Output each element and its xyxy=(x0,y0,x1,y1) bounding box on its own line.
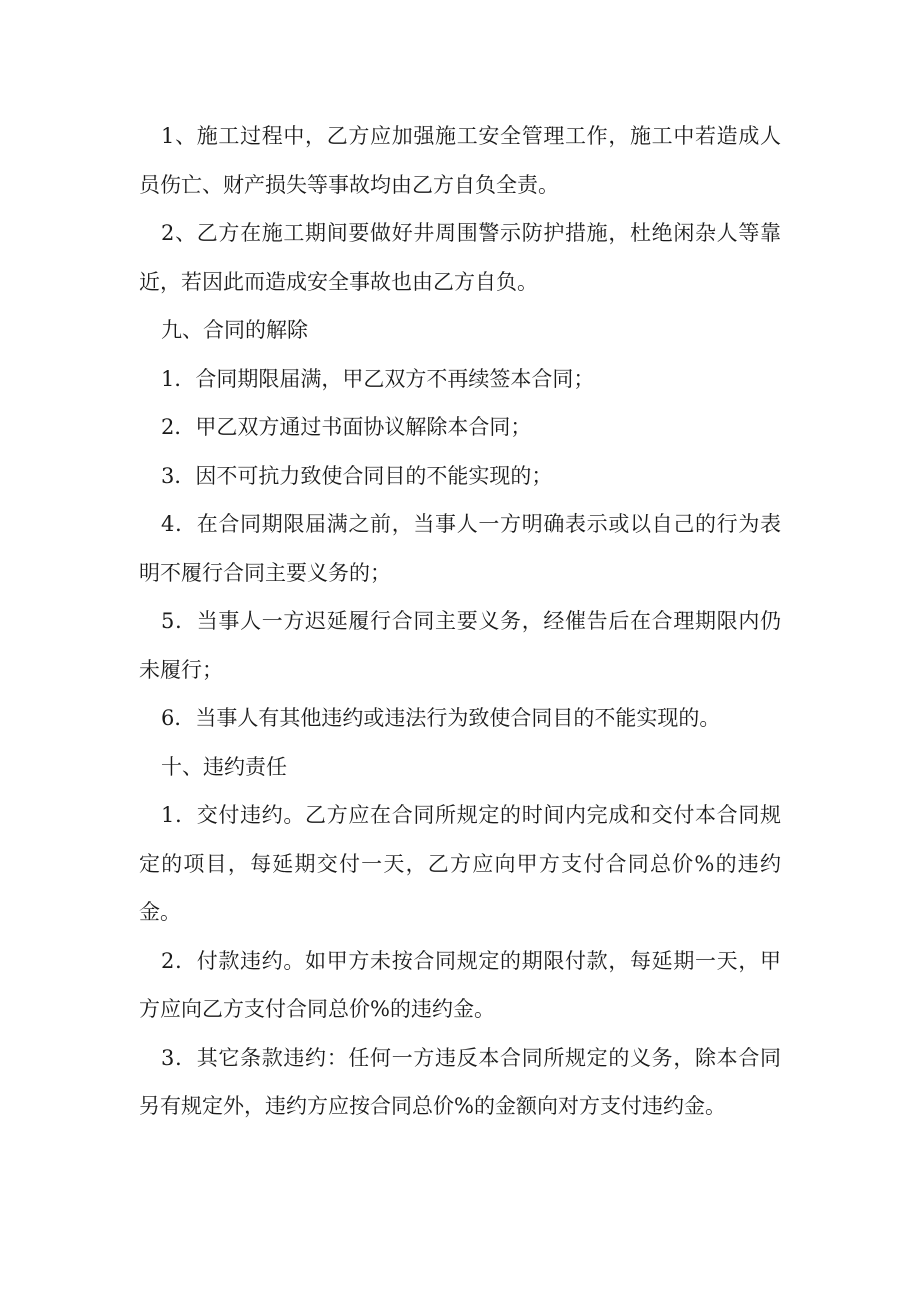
paragraph-termination-6: 6．当事人有其他违约或违法行为致使合同目的不能实现的。 xyxy=(161,706,721,730)
paragraph-safety-1: 1、施工过程中，乙方应加强施工安全管理工作，施工中若造成人员伤亡、财产损失等事故均由乙方自负全责。 xyxy=(139,124,781,197)
paragraph-liability-3: 3．其它条款违约：任何一方违反本合同所规定的义务，除本合同另有规定外，违约方应按合同总价%的金额向对方支付违约金。 xyxy=(139,1045,781,1118)
paragraph-termination-3: 3．因不可抗力致使合同目的不能实现的； xyxy=(161,463,553,488)
paragraph-safety-2: 2、乙方在施工期间要做好井周围警示防护措施，杜绝闲杂人等靠近，若因此而造成安全事故也由乙方自负。 xyxy=(139,221,781,294)
paragraph-liability-2: 2．付款违约。如甲方未按合同规定的期限付款，每延期一天，甲方应向乙方支付合同总价%的违约金。 xyxy=(139,948,781,1021)
section-heading-termination: 九、合同的解除 xyxy=(161,318,309,342)
section-heading-liability: 十、违约责任 xyxy=(161,754,288,779)
paragraph-liability-1: 1．交付违约。乙方应在合同所规定的时间内完成和交付本合同规定的项目，每延期交付一天，乙方应向甲方支付合同总价%的违约金。 xyxy=(139,803,781,924)
paragraph-termination-1: 1．合同期限届满，甲乙双方不再续签本合同； xyxy=(161,366,595,391)
paragraph-termination-2: 2．甲乙双方通过书面协议解除本合同； xyxy=(161,415,532,439)
document-body xyxy=(139,112,781,1131)
paragraph-termination-4: 4．在合同期限届满之前，当事人一方明确表示或以自己的行为表明不履行合同主要义务的； xyxy=(139,512,781,585)
paragraph-termination-5: 5．当事人一方迟延履行合同主要义务，经催告后在合理期限内仍未履行； xyxy=(139,609,781,682)
